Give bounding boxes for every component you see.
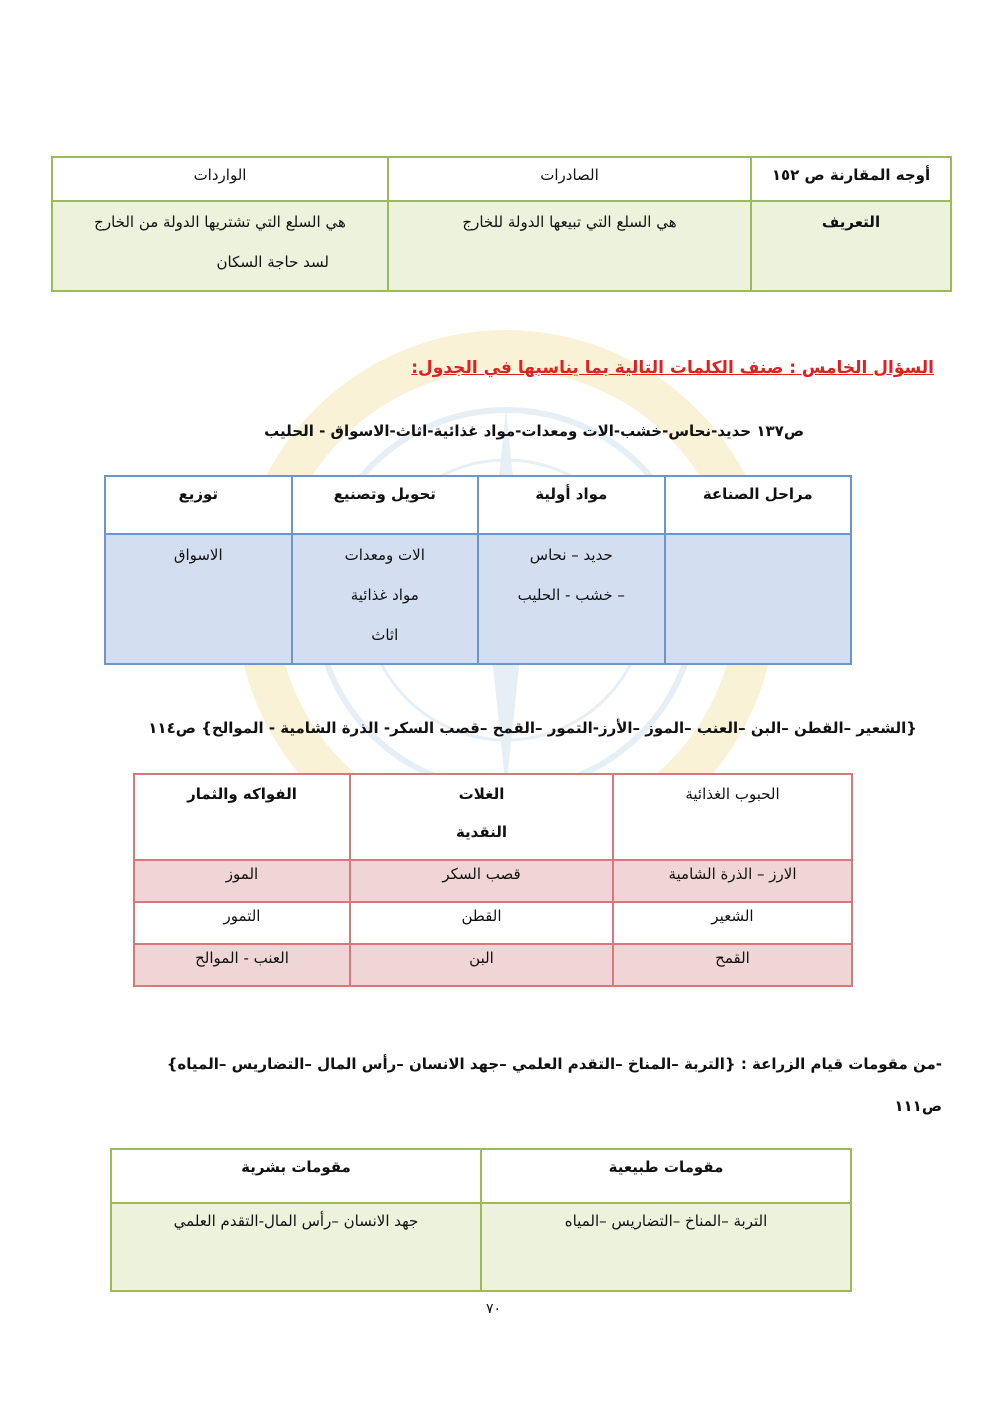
cell-industry-stages-empty [665,534,852,664]
words-list-industry: ص١٣٧ حديد-نحاس-خشب-الات ومعدات-مواد غذائية-اثاث-الاسواق - الحليب [264,422,804,440]
manufacturing-line1: الات ومعدات [344,546,425,564]
header-natural-factors: مقومات طبيعية [481,1149,851,1203]
cell-grains: القمح [613,944,852,986]
header-imports: الواردات [52,157,388,201]
header-raw-materials: مواد أولية [478,476,665,534]
header-food-grains: الحبوب الغذائية [613,774,852,860]
cell-human-factors: جهد الانسان –رأس المال-التقدم العلمي [111,1203,481,1291]
table-row [134,860,852,902]
manufacturing-line3: اثاث [371,626,399,644]
agriculture-factors-table [110,1148,852,1292]
header-comparison: أوجه المقارنة ص ١٥٢ [751,157,951,201]
words-list-crops: {الشعير –القطن –البن –العنب –الموز –الأرز-التمور –القمح –قصب السكر- الذرة الشامية - الموالح} ص١١٤ [148,719,917,737]
cell-manufacturing [292,534,479,664]
header-manufacturing: تحويل وتصنيع [292,476,479,534]
industry-stages-table [104,475,852,665]
cell-cash: قصب السكر [350,860,613,902]
table-row [134,944,852,986]
crops-table [133,773,853,987]
header-cash-crops-line2: النقدية [455,823,508,841]
words-list-agriculture: -من مقومات قيام الزراعة : {التربة –المناخ –التقدم العلمي –جهد الانسان –رأس المال –التضاريس –المياه} [166,1055,942,1073]
imports-definition-line2: لسد حاجة السكان [216,253,329,271]
imports-definition [52,201,388,291]
header-cash-crops [350,774,613,860]
cell-distribution: الاسواق [105,534,292,664]
cell-cash: القطن [350,902,613,944]
raw-materials-line2: – خشب - الحليب [517,586,625,604]
header-industry-stages: مراحل الصناعة [665,476,852,534]
header-exports: الصادرات [388,157,751,201]
comparison-table [51,156,952,292]
words-list-agriculture-page: ص١١١ [894,1097,942,1115]
table-row [134,902,852,944]
cell-fruits: العنب - الموالح [134,944,350,986]
cell-natural-factors: التربة –المناخ –التضاريس –المياه [481,1203,851,1291]
page-number: ٧٠ [486,1301,502,1317]
cell-fruits: التمور [134,902,350,944]
cell-cash: البن [350,944,613,986]
row-label-definition: التعريف [751,201,951,291]
question-five-title: السؤال الخامس : صنف الكلمات التالية بما يناسبها في الجدول: [411,358,934,378]
header-cash-crops-line1: الغلات [458,785,505,803]
header-fruits: الفواكه والثمار [134,774,350,860]
cell-raw-materials [478,534,665,664]
exports-definition: هي السلع التي تبيعها الدولة للخارج [388,201,751,291]
imports-definition-line1: هي السلع التي تشتريها الدولة من الخارج [94,213,346,231]
cell-fruits: الموز [134,860,350,902]
header-human-factors: مقومات بشرية [111,1149,481,1203]
manufacturing-line2: مواد غذائية [350,586,419,604]
header-distribution: توزيع [105,476,292,534]
raw-materials-line1: حديد – نحاس [529,546,613,564]
cell-grains: الشعير [613,902,852,944]
cell-grains: الارز – الذرة الشامية [613,860,852,902]
